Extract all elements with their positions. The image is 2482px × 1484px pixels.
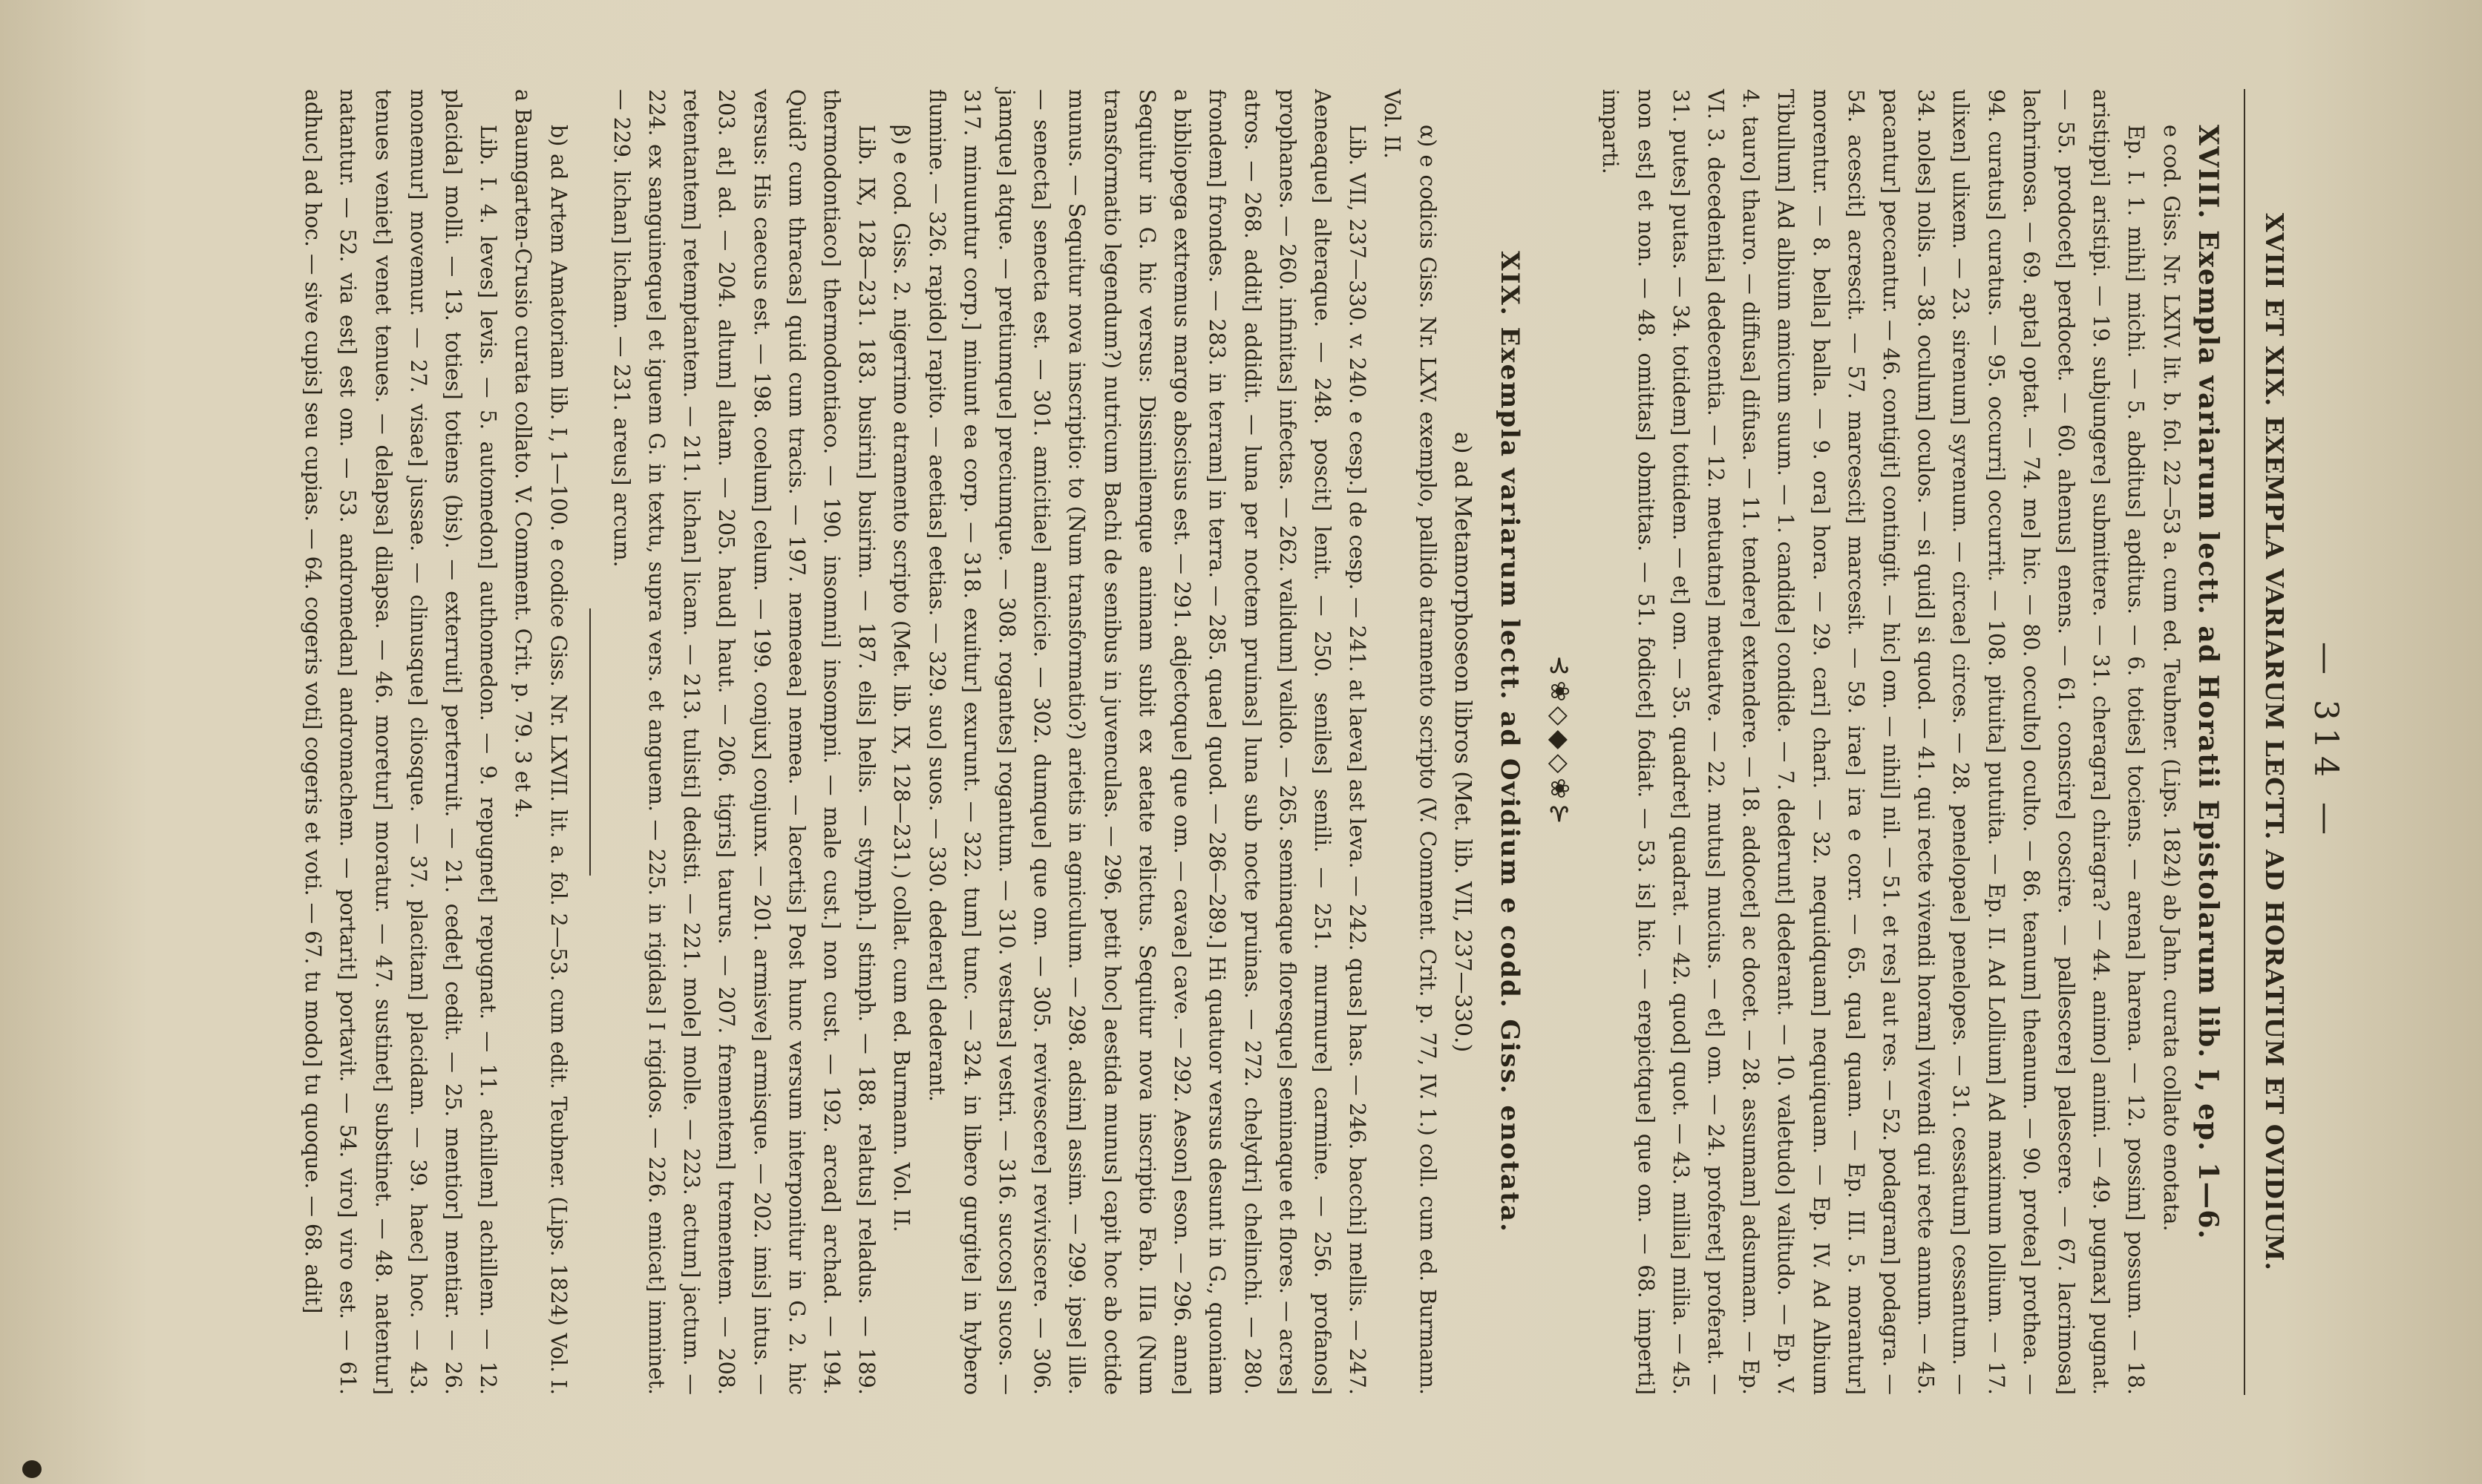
section-19-body-b: Lib. IX, 128—231. 183. busirin] busirim. — 187. elis] helis. — stymph.] stimph. — 188. relatus] reladus. — 189. thermodontiaco] thermodontiaco. — 190. insomni] insompni. — male cust.] non cust. — 192. arcad] archad. — 194. Quid? cum thracas] quid cum tracis. — 197. nemeaea] nemea. — lacertis] Post hunc versum interponitur in G. 2. hic versus: His caecus est. — 198. coelum] celum. — 199. conjux] conjunx. — 201. armisve] armisque. — 202. imis] intus. — 203. at] ad. — 204. altum] altam. — 205. haud] haut. — 206. tigris] taurus. — 207. frementem] trementem. — 208. retentantem] retemptantem. — 211. lichan] licam. — 213. tulisti] dedisti. — 221. mole] molle. — 223. actum] jactum. — 224. ex sanguineque] et iguem G. in textu, supra vers. et anguem. — 225. in rigidas] I rigidos. — 226. emicat] imminet. — 229. lichan] licham. — 231. areus] arcum. — [609, 89, 880, 1395]
section-19 — [295, 89, 1527, 1395]
section-19-sub-a: a) ad Metamorphoseon libros (Met. lib. VII, 237—330.) — [1449, 431, 1476, 1053]
ink-blot — [22, 1460, 42, 1478]
running-head: XVIII ET XIX. EXEMPLA VARIARUM LECTT. AD HORATIUM ET OVIDIUM. — [2259, 213, 2289, 1271]
section-18-title: XVIII. Exempla variarum lectt. ad Horatii Epistolarum lib. I, ep. 1—6. — [2192, 125, 2224, 1240]
section-19-title: XIX. Exempla variarum lectt. ad Ovidium e codd. Giss. enotata. — [1494, 251, 1525, 1233]
book-page — [109, 45, 2373, 1439]
section-19-sub-b: b) ad Artem Amatoriam lib. I, 1—100. e codice Giss. Nr. LXVII. lit. a. fol. 2—53. cum edit. Teubner. (Lips. 1824) Vol. I. a Baumgarten-Crusio curata collato. V. Comment. Crit. p. 79. 3 et 4. — [511, 89, 571, 1395]
section-19-sub-a-beta: β) e cod. Giss. 2. nigerrimo atramento scripto (Met. lib. IX, 128—231.) collat. cum ed. Burmann. Vol. II. — [889, 125, 914, 1232]
section-18 — [1593, 89, 2227, 1395]
section-18-body: Ep. I. 1. mihi] michi. — 5. abditus] apditus. — 6. toties] tociens. — arena] harena. — 12. possim] possum. — 18. aristippi] aristipi. — 19. subjungere] submittere. — 31. cheragra] chiragra? — 44. animo] animi. — 49. pugnax] pugnat. — 55. prodocet] perdocet. — 60. ahenus] enens. — 61. conscire] coscire. — pallescere] palescere. — 67. lacrimosa] lachrimosa. — 69. apta] optat. — 74. me] hic. — 80. occulto] oculto. — 86. teanum] theanum. — 90. protea] prothea. — 94. curatus] curatus. — 95. occurri] occurrit. — 108. pituita] putuita. — Ep. II. Ad Lollium] Ad maximum lollium. — 17. ulixen] ulixem. — 23. sirenum] syrenum. — circae] circes. — 28. penelopae] penelopes. — 31. cessatum] cessantum. — 34. noles] nolis. — 38. oculum] oculos. — si quid] si quod. — 41. qui recte vivendi horam] vivendi qui recte annum. — 45. pacantur] peccantur. — 46. contigit] contingit. — hic] om. — nihil] nil. — 51. et res] aut res. — 52. podagram] podagra. — 54. acescit] acrescit. — 57. marcescit] marcesit. — 59. irae] ira e corr. — 65. qua] quam. — Ep. III. 5. morantur] morentur. — 8. bella] balla. — 9. ora] hora. — 29. cari] chari. — 32. nequidquam] nequiquam. — Ep. IV. Ad Albium Tibullum] Ad albium amicum suum. — 1. candide] condide. — 7. dederunt] dederant. — 10. valetudo] valitudo. — Ep. V. 4. tauro] thauro. — diffusa] difusa. — 11. tendere] extendere. — 18. addocet] ac docet. — 28. assumam] adsumam. — Ep. VI. 3. decedentia] dedecentia. — 12. metuatne] metuatve. — 22. mutus] mucius. — et] om. — 24. proferet] proferat. — 31. putes] putas. — 34. totidem] tottidem. — et] om. — 35. quadret] quadrat. — 42. quod] quot. — 43. millia] milia. — 45. non est] et non. — 48. omittas] obmittas. — 51. fodicet] fodiat. — 53. is] hic. — erepictque] que om. — 68. imperti] imparti. — [1598, 89, 2149, 1395]
page-number: — 314 — — [2307, 642, 2345, 842]
section-19-sub-a-alpha: α) e codicis Giss. Nr. LXV. exemplo, pallido atramento scripto (V. Comment. Crit. p. 77, IV. 1.) coll. cum ed. Burmann. Vol. II. — [1380, 89, 1440, 1395]
section-19-body-a: Lib. VII, 237—330. v. 240. e cesp.] de cesp. — 241. at laeva] ast leva. — 242. quas] has. — 246. bacchi] mellis. — 247. Aeneaque] alteraque. — 248. poscit] lenit. — 250. seniles] senili. — 251. murmure] carmine. — 256. profanos] prophanes. — 260. infinitas] infectas. — 262. validum] valido. — 265. seminaque floresque] seminaque et flores. — acres] atros. — 268. addit] addidit. — luna per noctem pruinas] luna sub nocte pruinas. — 272. chelydri] chelinchi. — 280. frondem] frondes. — 283. in terram] in terra. — 285. quae] quod. — 286—289.] Hi quatuor versus desunt in G., quoniam a bibliopega extremus margo abscisus est. — 291. adjectoque] que om. — cavae] cave. — 292. Aeson] eson. — 296. anne] Sequitur in G. hic versus: Dissimilemque animam subit ex aetate relictus. Sequitur nova inscriptio Fab. IIIa (Num transformatio legendum?) nutricum Bachi de senibus in juvenculas. — 296. petit hoc] aestida munus] capit hoc ab octide munus. — Sequitur nova inscriptio: to (Num transformatio?) arietis in agniculum. — 298. adsim] assim. — 299. ipse] ille. — senecta] senecta est. — 301. amicitiae] amicicie. — 302. dumque] que om. — 305. revivescere] reviviscere. — 306. jamque] atque. — pretiumque] preciumque. — 308. rogantes] rogantum. — 310. vestras] vestri. — 316. succos] sucos. — 317. minuuntur corp.] minunt ea corp. — 318. exuitur] exurunt. — 322. tum] tunc. — 324. in libero gurgite] in hybero flumine. — 326. rapido] rapito. — aeetias] eetias. — 329. suo] suos. — 330. dederat] dederant. — [924, 89, 1370, 1395]
short-rule — [589, 608, 591, 876]
section-19-body-c: Lib. I. 4. leves] levis. — 5. automedon] authomedon. — 9. repugnet] repugnat. — 11. achillem] achillem. — 12. placida] molli. — 13. toties] totiens (bis). — exterruit] perterruit. — 21. cedet] cedit. — 25. mentior] mentiar. — 26. monemur] movemur. — 27. visae] jussae. — clinusque] cliosque. — 37. placitam] placidam. — 39. haec] hoc. — 43. tenues veniet] venet tenues. — delapsa] dilapsa. — 46. moretur] moratur. — 47. sustinet] substinet. — 48. natentur] natantur. — 52. via est] est om. — 53. andromedan] andromachem. — portarit] portavit. — 54. viro] viro est. — 61. adhuc] ad hoc. — sive cupis] seu cupias. — 64. cogeris voti] cogeris et voti. — 67. tu modo] tu quoque. — 68. adit] — [301, 89, 501, 1395]
ornament-divider: ⊰❀◇◆◇❀⊱ — [1545, 654, 1575, 830]
header-rule — [2244, 89, 2245, 1395]
section-18-intro: e cod. Giss. Nr. LXIV. lit. b. fol. 22—53 a. cum ed. Teubner. (Lips. 1824) ab Jahn. curata collato enotata. — [2158, 125, 2184, 1232]
